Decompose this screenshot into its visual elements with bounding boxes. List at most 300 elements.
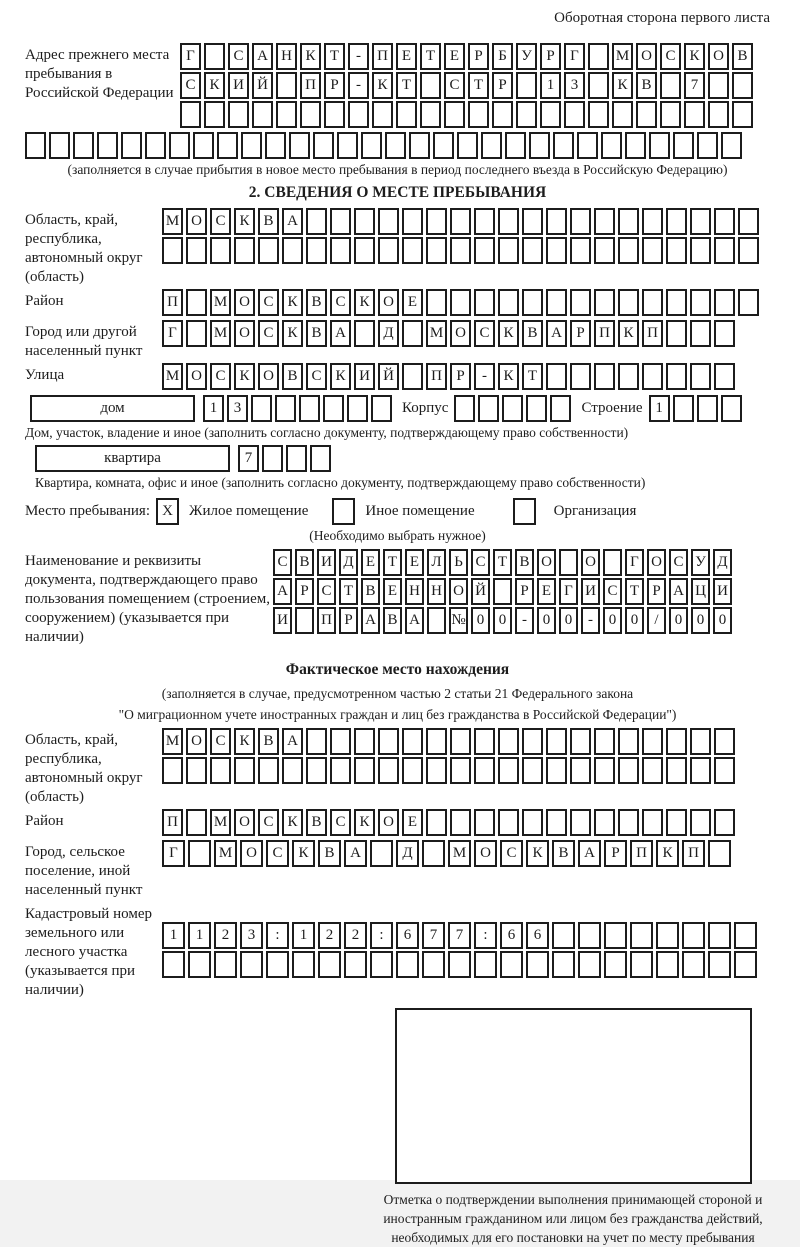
char-cell: Е xyxy=(383,578,402,605)
char-cell xyxy=(330,757,351,784)
char-cell: О xyxy=(186,728,207,755)
char-cell xyxy=(618,237,639,264)
char-cell xyxy=(500,951,523,978)
apartment-box xyxy=(35,445,230,472)
char-cell xyxy=(498,728,519,755)
char-cell xyxy=(337,132,358,159)
char-cell: О xyxy=(647,549,666,576)
char-cell xyxy=(169,132,190,159)
char-cell xyxy=(618,363,639,390)
char-cell: Е xyxy=(361,549,380,576)
char-cell xyxy=(673,395,694,422)
checkbox-other-premises xyxy=(332,498,355,525)
char-cell xyxy=(666,289,687,316)
char-cell xyxy=(642,757,663,784)
char-cell xyxy=(594,757,615,784)
char-cell xyxy=(570,757,591,784)
stay-type-row xyxy=(25,498,770,525)
char-cell xyxy=(420,72,441,99)
char-cell xyxy=(422,951,445,978)
char-cell xyxy=(474,757,495,784)
char-cell xyxy=(371,395,392,422)
char-cell: 6 xyxy=(396,922,419,949)
city-row xyxy=(162,320,770,347)
char-cell: Р xyxy=(324,72,345,99)
char-cell xyxy=(474,237,495,264)
char-cell: С xyxy=(603,578,622,605)
char-cell xyxy=(708,840,731,867)
char-cell: С xyxy=(330,289,351,316)
char-cell: У xyxy=(691,549,710,576)
cadastral-row-2 xyxy=(162,951,770,978)
street-row xyxy=(162,363,770,390)
char-cell xyxy=(474,951,497,978)
char-cell xyxy=(666,320,687,347)
actual-location-note-2: "О миграционном учете иностранных граждан и лиц без гражданства в Российской Федерации") xyxy=(118,707,677,722)
stamp-caption: Отметка о подтверждении выполнения принимающей стороной и иностранным гражданином или лицом без гражданства действий, необходимых для его постановки на учет по месту пребывания xyxy=(383,1192,763,1245)
char-cell xyxy=(546,809,567,836)
char-cell xyxy=(618,757,639,784)
char-cell xyxy=(732,72,753,99)
char-cell: И xyxy=(273,607,292,634)
char-cell xyxy=(636,101,657,128)
char-cell: Н xyxy=(276,43,297,70)
char-cell: С xyxy=(180,72,201,99)
char-cell xyxy=(25,132,46,159)
char-cell xyxy=(721,132,742,159)
char-cell xyxy=(409,132,430,159)
char-cell xyxy=(734,951,757,978)
char-cell: Р xyxy=(339,607,358,634)
house-row xyxy=(25,395,770,422)
char-cell: П xyxy=(682,840,705,867)
char-cell xyxy=(402,320,423,347)
char-cell: Р xyxy=(604,840,627,867)
char-cell xyxy=(564,101,585,128)
document-block xyxy=(25,549,770,647)
char-cell xyxy=(292,951,315,978)
char-cell: Д xyxy=(396,840,419,867)
char-cell: / xyxy=(647,607,666,634)
char-cell xyxy=(642,728,663,755)
char-cell xyxy=(618,289,639,316)
char-cell: М xyxy=(448,840,471,867)
char-cell xyxy=(690,809,711,836)
char-cell: К xyxy=(684,43,705,70)
house-box xyxy=(30,395,195,422)
char-cell: К xyxy=(354,289,375,316)
char-cell xyxy=(188,951,211,978)
apartment-row xyxy=(25,445,770,472)
char-cell: В xyxy=(383,607,402,634)
char-cell xyxy=(570,237,591,264)
char-cell xyxy=(240,951,263,978)
char-cell: В xyxy=(732,43,753,70)
char-cell: - xyxy=(348,43,369,70)
char-cell: 2 xyxy=(344,922,367,949)
korpus-label: Корпус xyxy=(402,400,449,416)
char-cell: В xyxy=(552,840,575,867)
char-cell: Т xyxy=(324,43,345,70)
char-cell xyxy=(330,728,351,755)
char-cell: С xyxy=(210,363,231,390)
char-cell: В xyxy=(318,840,341,867)
char-cell: О xyxy=(378,289,399,316)
char-cell: А xyxy=(361,607,380,634)
char-cell xyxy=(210,757,231,784)
section2-title: 2. СВЕДЕНИЯ О МЕСТЕ ПРЕБЫВАНИЯ xyxy=(248,184,547,201)
header-note: Оборотная сторона первого листа xyxy=(554,10,770,26)
char-cell: Г xyxy=(559,578,578,605)
char-cell: : xyxy=(474,922,497,949)
char-cell xyxy=(385,132,406,159)
char-cell xyxy=(690,757,711,784)
char-cell xyxy=(318,951,341,978)
char-cell: 0 xyxy=(493,607,512,634)
char-cell xyxy=(714,237,735,264)
char-cell xyxy=(570,728,591,755)
char-cell: К xyxy=(354,809,375,836)
char-cell: С xyxy=(266,840,289,867)
char-cell: Д xyxy=(713,549,732,576)
region-row-2 xyxy=(162,237,770,264)
house-box-label: дом xyxy=(100,400,125,416)
char-cell xyxy=(690,289,711,316)
char-cell xyxy=(180,101,201,128)
char-cell xyxy=(354,757,375,784)
char-cell xyxy=(682,951,705,978)
char-cell xyxy=(505,132,526,159)
char-cell: Й xyxy=(252,72,273,99)
document-label: Наименование и реквизиты документа, подтверждающего право пользования помещением (строением, сооружением) (указывается при наличии) xyxy=(25,553,270,645)
char-cell xyxy=(570,809,591,836)
char-cell xyxy=(306,757,327,784)
char-cell xyxy=(265,132,286,159)
char-cell: М xyxy=(162,363,183,390)
char-cell: Е xyxy=(537,578,556,605)
char-cell xyxy=(474,809,495,836)
char-cell: И xyxy=(713,578,732,605)
char-cell xyxy=(690,237,711,264)
char-cell xyxy=(162,951,185,978)
char-cell: О xyxy=(186,363,207,390)
actual-city-label: Город, сельское поселение, иной населенный пункт xyxy=(25,844,143,898)
char-cell xyxy=(594,208,615,235)
char-cell xyxy=(732,101,753,128)
char-cell: М xyxy=(210,809,231,836)
district-label: Район xyxy=(25,293,64,309)
char-cell: Е xyxy=(405,549,424,576)
char-cell xyxy=(594,728,615,755)
char-cell: С xyxy=(258,809,279,836)
char-cell: П xyxy=(162,809,183,836)
char-cell xyxy=(450,809,471,836)
char-cell xyxy=(738,208,759,235)
actual-location-title: Фактическое место нахождения xyxy=(285,661,510,678)
char-cell xyxy=(450,728,471,755)
char-cell: К xyxy=(234,208,255,235)
char-cell: 0 xyxy=(603,607,622,634)
region-block xyxy=(25,208,770,287)
region-label: Область, край, республика, автономный округ (область) xyxy=(25,212,143,285)
char-cell xyxy=(217,132,238,159)
char-cell xyxy=(186,320,207,347)
char-cell xyxy=(522,809,543,836)
char-cell xyxy=(427,607,446,634)
char-cell: М xyxy=(214,840,237,867)
char-cell: Е xyxy=(396,43,417,70)
actual-district-block xyxy=(25,809,770,838)
char-cell xyxy=(323,395,344,422)
char-cell xyxy=(714,728,735,755)
char-cell: О xyxy=(449,578,468,605)
char-cell xyxy=(258,237,279,264)
char-cell xyxy=(714,320,735,347)
char-cell xyxy=(450,208,471,235)
char-cell: : xyxy=(370,922,393,949)
district-row xyxy=(162,289,770,316)
char-cell: А xyxy=(282,728,303,755)
char-cell xyxy=(714,809,735,836)
char-cell xyxy=(354,728,375,755)
char-cell xyxy=(262,445,283,472)
char-cell xyxy=(588,72,609,99)
char-cell: К xyxy=(612,72,633,99)
prev-address-note: (заполняется в случае прибытия в новое место пребывания в период последнего въезда в Российскую Федерацию) xyxy=(67,162,728,177)
char-cell xyxy=(516,72,537,99)
char-cell xyxy=(474,289,495,316)
actual-district-row xyxy=(162,809,770,836)
document-row-2 xyxy=(273,578,770,605)
char-cell: Р xyxy=(468,43,489,70)
char-cell xyxy=(618,728,639,755)
char-cell: 6 xyxy=(500,922,523,949)
char-cell xyxy=(656,922,679,949)
actual-region-row-2 xyxy=(162,757,770,784)
char-cell xyxy=(330,208,351,235)
char-cell xyxy=(289,132,310,159)
char-cell xyxy=(251,395,272,422)
char-cell: Е xyxy=(402,289,423,316)
apartment-box-label: квартира xyxy=(104,450,161,466)
char-cell: Р xyxy=(295,578,314,605)
char-cell xyxy=(690,363,711,390)
prev-address-row-4 xyxy=(25,132,770,159)
actual-region-row-1 xyxy=(162,728,770,755)
char-cell: С xyxy=(210,208,231,235)
stroenie-cells xyxy=(649,395,742,422)
char-cell: Р xyxy=(515,578,534,605)
char-cell xyxy=(550,395,571,422)
char-cell: С xyxy=(228,43,249,70)
char-cell xyxy=(186,809,207,836)
prev-address-row-2 xyxy=(180,72,770,99)
char-cell xyxy=(426,809,447,836)
char-cell xyxy=(738,289,759,316)
char-cell xyxy=(553,132,574,159)
stroenie-label: Строение xyxy=(581,400,643,416)
stamp-area xyxy=(395,1008,752,1184)
char-cell: 1 xyxy=(292,922,315,949)
char-cell xyxy=(594,289,615,316)
char-cell: С xyxy=(669,549,688,576)
char-cell: И xyxy=(317,549,336,576)
char-cell xyxy=(734,922,757,949)
char-cell xyxy=(642,363,663,390)
char-cell: В xyxy=(522,320,543,347)
char-cell: К xyxy=(292,840,315,867)
char-cell xyxy=(396,951,419,978)
char-cell xyxy=(450,757,471,784)
char-cell: А xyxy=(669,578,688,605)
char-cell xyxy=(474,208,495,235)
char-cell: И xyxy=(354,363,375,390)
char-cell xyxy=(522,757,543,784)
char-cell xyxy=(450,289,471,316)
char-cell: О xyxy=(234,809,255,836)
char-cell xyxy=(162,757,183,784)
char-cell xyxy=(642,237,663,264)
char-cell xyxy=(738,237,759,264)
char-cell: М xyxy=(426,320,447,347)
char-cell: О xyxy=(234,320,255,347)
char-cell: С xyxy=(660,43,681,70)
district-block xyxy=(25,289,770,318)
char-cell xyxy=(604,922,627,949)
char-cell: С xyxy=(258,320,279,347)
char-cell xyxy=(468,101,489,128)
char-cell xyxy=(493,578,512,605)
char-cell xyxy=(552,951,575,978)
char-cell: В xyxy=(515,549,534,576)
char-cell xyxy=(354,208,375,235)
char-cell: С xyxy=(444,72,465,99)
char-cell: П xyxy=(630,840,653,867)
char-cell xyxy=(714,757,735,784)
char-cell xyxy=(448,951,471,978)
char-cell xyxy=(708,101,729,128)
char-cell: 7 xyxy=(422,922,445,949)
char-cell xyxy=(186,289,207,316)
char-cell: М xyxy=(162,208,183,235)
char-cell xyxy=(354,320,375,347)
char-cell xyxy=(642,208,663,235)
char-cell xyxy=(714,363,735,390)
char-cell xyxy=(186,237,207,264)
char-cell: К xyxy=(526,840,549,867)
char-cell: М xyxy=(612,43,633,70)
char-cell: Т xyxy=(522,363,543,390)
char-cell: - xyxy=(474,363,495,390)
char-cell: П xyxy=(426,363,447,390)
char-cell: 6 xyxy=(526,922,549,949)
char-cell: Й xyxy=(471,578,490,605)
char-cell xyxy=(502,395,523,422)
char-cell xyxy=(370,951,393,978)
char-cell xyxy=(396,101,417,128)
char-cell xyxy=(498,757,519,784)
char-cell: № xyxy=(449,607,468,634)
char-cell: 2 xyxy=(318,922,341,949)
char-cell xyxy=(402,363,423,390)
char-cell: В xyxy=(306,809,327,836)
char-cell xyxy=(546,757,567,784)
char-cell xyxy=(402,728,423,755)
char-cell: К xyxy=(498,363,519,390)
char-cell: В xyxy=(258,208,279,235)
char-cell xyxy=(546,728,567,755)
char-cell: 0 xyxy=(559,607,578,634)
char-cell xyxy=(204,101,225,128)
char-cell xyxy=(630,922,653,949)
char-cell xyxy=(666,208,687,235)
char-cell xyxy=(522,289,543,316)
char-cell: П xyxy=(300,72,321,99)
char-cell xyxy=(546,289,567,316)
char-cell xyxy=(498,237,519,264)
char-cell xyxy=(684,101,705,128)
char-cell: 0 xyxy=(625,607,644,634)
char-cell xyxy=(426,289,447,316)
char-cell xyxy=(275,395,296,422)
char-cell xyxy=(649,132,670,159)
char-cell xyxy=(402,757,423,784)
char-cell: 7 xyxy=(238,445,259,472)
char-cell: В xyxy=(282,363,303,390)
checkbox-organization xyxy=(513,498,536,525)
char-cell: А xyxy=(344,840,367,867)
char-cell xyxy=(145,132,166,159)
char-cell xyxy=(618,208,639,235)
char-cell xyxy=(625,132,646,159)
char-cell: М xyxy=(162,728,183,755)
char-cell xyxy=(714,289,735,316)
char-cell xyxy=(420,101,441,128)
region-row-1 xyxy=(162,208,770,235)
cadastral-row-1 xyxy=(162,922,770,949)
char-cell: П xyxy=(594,320,615,347)
char-cell xyxy=(306,728,327,755)
char-cell xyxy=(402,208,423,235)
char-cell xyxy=(258,757,279,784)
char-cell: Р xyxy=(492,72,513,99)
char-cell xyxy=(306,237,327,264)
char-cell xyxy=(660,101,681,128)
char-cell xyxy=(546,363,567,390)
char-cell xyxy=(588,101,609,128)
char-cell xyxy=(540,101,561,128)
char-cell: В xyxy=(295,549,314,576)
char-cell xyxy=(577,132,598,159)
char-cell: Й xyxy=(378,363,399,390)
char-cell xyxy=(708,922,731,949)
street-block xyxy=(25,363,770,392)
char-cell xyxy=(162,237,183,264)
char-cell xyxy=(546,237,567,264)
char-cell xyxy=(578,922,601,949)
char-cell: Л xyxy=(427,549,446,576)
char-cell xyxy=(666,363,687,390)
char-cell xyxy=(570,289,591,316)
char-cell xyxy=(522,728,543,755)
prev-address-row-1 xyxy=(180,43,770,70)
char-cell: А xyxy=(546,320,567,347)
char-cell xyxy=(378,237,399,264)
char-cell: 0 xyxy=(669,607,688,634)
char-cell xyxy=(492,101,513,128)
char-cell: К xyxy=(498,320,519,347)
char-cell: С xyxy=(258,289,279,316)
